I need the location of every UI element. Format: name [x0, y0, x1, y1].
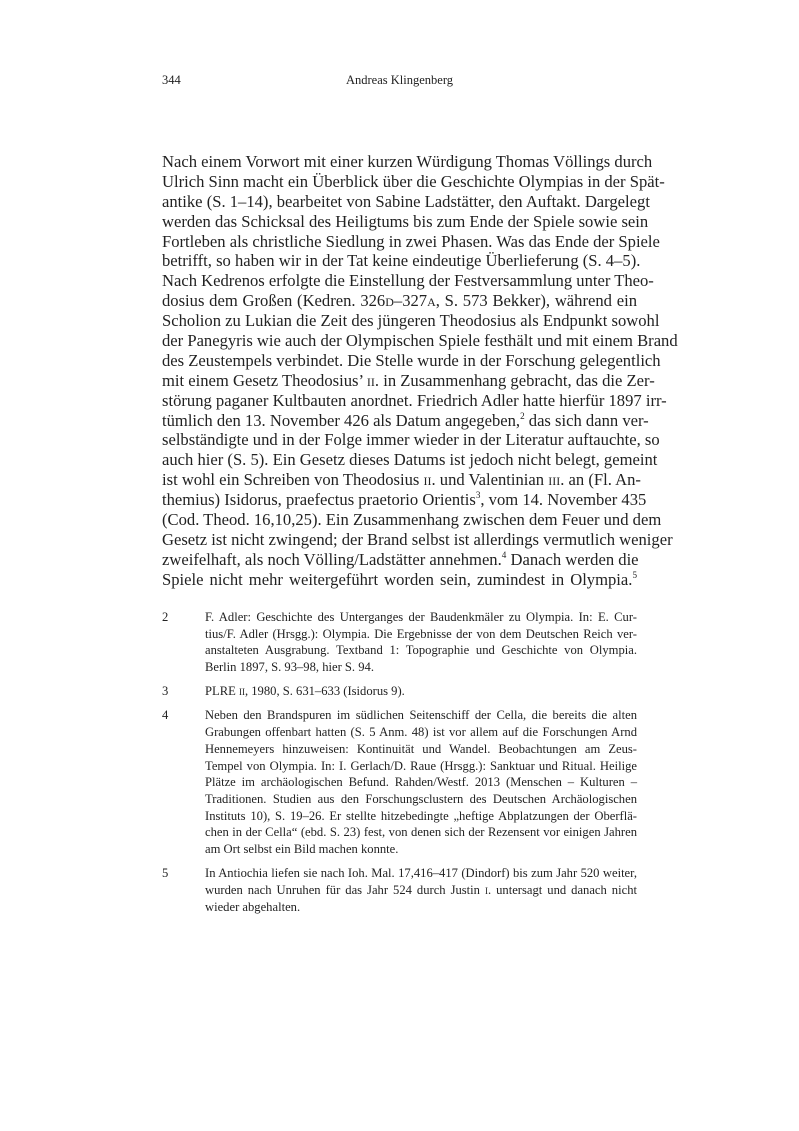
text-line [162, 450, 658, 470]
text-segment: mit einem Gesetz Theodosius’ [162, 370, 367, 390]
text-segment: anstalteten Ausgrabung. Textband 1: Topographie und Geschichte von Olympia. [205, 643, 637, 658]
text-line [205, 626, 637, 643]
text-line [205, 741, 637, 758]
text-segment: Neben den Brandspuren im südlichen Seitenschiff der Cella, die bereits die alten [205, 708, 637, 723]
text-line [162, 550, 637, 570]
text-line [162, 231, 660, 252]
footnotes [162, 609, 637, 923]
text-segment: und Valentinian [435, 470, 549, 490]
body-text [162, 152, 678, 590]
text-segment: wieder abgehalten. [205, 899, 301, 914]
footnote-number: 5 [162, 866, 169, 881]
text-line [162, 271, 654, 291]
text-line [205, 724, 637, 741]
text-line [162, 529, 673, 550]
footnote-reference: 4 [501, 549, 507, 560]
small-caps-text: a [427, 291, 436, 311]
text-segment: zweifelhaft, als noch Völling/Ladstätter annehmen. [162, 549, 502, 569]
small-caps-text: d [385, 291, 394, 311]
text-segment: der Panegyris wie auch der Olympischen Spiele festhält und mit einem Brand [162, 331, 678, 351]
footnote-number: 3 [162, 684, 169, 699]
footnote [162, 683, 637, 700]
text-segment: in Zusammenhang gebracht, das die Zer- [379, 370, 655, 390]
text-segment: tümlich den 13. November 426 als Datum angegeben, [162, 410, 521, 430]
text-segment: Plätze im archäologischen Befund. Rahden/Westf. 2013 (Menschen – Kulturen – [205, 775, 637, 790]
text-segment: Ulrich Sinn macht ein Überblick über die Geschichte Olympias in der Spät- [162, 171, 665, 191]
text-line [162, 331, 678, 351]
footnote [162, 609, 637, 676]
text-line [162, 370, 655, 391]
text-line [162, 350, 661, 371]
text-segment: auch hier (S. 5). Ein Gesetz dieses Datums ist jedoch nicht belegt, gemeint [162, 450, 658, 470]
text-segment: In Antiochia liefen sie nach Ioh. Mal. 17,416–417 (Dindorf) bis zum Jahr 520 weiter, [205, 866, 637, 881]
footnote-number: 2 [162, 610, 169, 624]
text-line [162, 171, 665, 192]
text-line [205, 707, 637, 724]
text-segment: Fortleben als christliche Siedlung in zwei Phasen. Was das Ende der Spiele [162, 231, 660, 251]
running-head: Andreas Klingenberg [345, 73, 454, 87]
small-caps-text: ii [238, 684, 245, 699]
text-line [205, 758, 637, 775]
text-segment: , 1980, S. 631–633 (Isidorus 9). [244, 684, 405, 699]
text-line [162, 311, 660, 331]
text-segment: selbständigte und in der Folge immer wieder in der Literatur auftauchte, so [162, 430, 660, 450]
text-segment: chen in der Cella“ (ebd. S. 23) fest, von denen sich der Rezensent vor einigen Jahren [205, 825, 637, 840]
footnote-reference: 2 [520, 410, 525, 421]
text-segment: Tempel von Olympia. In: I. Gerlach/D. Raue (Hrsgg.): Sanktuar und Ritual. Heilige [205, 758, 637, 773]
small-caps-text: i. [484, 882, 492, 897]
footnote-number: 4 [162, 708, 169, 723]
text-segment: ist wohl ein Schreiben von Theodosius [162, 470, 424, 490]
text-line [205, 642, 637, 659]
small-caps-text: ii. [423, 470, 436, 490]
text-segment: störung paganer Kultbauten anordnet. Friedrich Adler hatte hierfür 1897 irr- [162, 390, 667, 410]
text-segment: wurden nach Unruhen für das Jahr 524 durch Justin [205, 882, 485, 897]
text-line [162, 410, 649, 431]
small-caps-text: iii. [548, 470, 565, 490]
text-segment: Grabungen offenbart hatten (S. 5 Anm. 48) ist vor allem auf die Forschungen Arnd [205, 725, 637, 740]
text-segment: Scholion zu Lukian die Zeit des jüngeren Theodosius als Endpunkt sowohl [162, 311, 660, 331]
footnote [162, 707, 637, 857]
text-line [205, 808, 637, 825]
page-number: 344 [162, 73, 181, 87]
text-segment: , S. 573 Bekker), während ein [435, 291, 637, 311]
text-segment: das sich dann ver- [524, 410, 649, 430]
text-line [162, 251, 641, 271]
text-segment: Traditionen. Studien aus den Forschungsclustern des Deutschen Archäologischen [205, 791, 637, 806]
text-line [162, 570, 637, 590]
text-segment: betrifft, so haben wir in der Tat keine eindeutige Überlieferung (S. 4–5). [162, 251, 641, 271]
text-line [162, 191, 650, 212]
text-line [162, 291, 637, 311]
text-line [205, 882, 637, 899]
text-segment: F. Adler: Geschichte des Unterganges der Baudenkmäler zu Olympia. In: E. Cur- [205, 610, 637, 624]
text-line [205, 774, 637, 791]
text-segment: Spiele nicht mehr weitergeführt worden sein, zumindest in Olympia. [162, 569, 633, 589]
text-segment: tius/F. Adler (Hrsgg.): Olympia. Die Ergebnisse der von dem Deutschen Reich ver- [205, 626, 637, 641]
text-line [205, 791, 637, 808]
text-line [205, 865, 637, 882]
text-line [162, 390, 667, 411]
text-segment: Nach einem Vorwort mit einer kurzen Würdigung Thomas Völlings durch [162, 152, 653, 171]
text-segment: (Cod. Theod. 16,10,25). Ein Zusammenhang zwischen dem Feuer und dem [162, 510, 662, 530]
text-segment: Hennemeyers hinzuweisen: Kontinuität und Wandel. Beobachtungen am Zeus- [205, 741, 637, 756]
text-line [162, 152, 653, 172]
text-segment: , vom 14. November 435 [480, 490, 647, 510]
text-segment: werden das Schicksal des Heiligtums bis zum Ende der Spiele sowie sein [162, 211, 649, 231]
text-line [205, 683, 637, 700]
text-segment: untersagt und danach nicht [491, 882, 637, 897]
text-segment: Gesetz ist nicht zwingend; der Brand selbst ist allerdings vermutlich weniger [162, 529, 673, 549]
text-line [205, 841, 637, 858]
text-segment: –327 [393, 291, 428, 311]
text-line [162, 470, 641, 490]
text-segment: dosius dem Großen (Kedren. 326 [162, 291, 386, 311]
text-segment: antike (S. 1–14), bearbeitet von Sabine Ladstätter, den Auftakt. Dargelegt [162, 191, 650, 211]
text-segment: des Zeustempels verbindet. Die Stelle wurde in der Forschung gelegentlich [162, 350, 661, 370]
footnote [162, 865, 637, 915]
text-segment: Nach Kedrenos erfolgte die Einstellung der Festversammlung unter Theo- [162, 271, 654, 291]
text-line [205, 609, 637, 626]
text-line [205, 899, 637, 916]
footnote-reference: 3 [475, 490, 481, 501]
text-segment: PLRE [205, 684, 239, 699]
text-line [162, 430, 660, 450]
text-segment: am Ort selbst ein Bild machen konnte. [205, 841, 399, 856]
text-segment: an (Fl. An- [564, 470, 641, 490]
footnote-reference: 5 [632, 569, 637, 580]
text-segment: Berlin 1897, S. 93–98, hier S. 94. [205, 660, 374, 675]
text-line [162, 510, 662, 530]
small-caps-text: ii. [366, 370, 380, 390]
text-line [162, 490, 647, 510]
text-segment: themius) Isidorus, praefectus praetorio Orientis [162, 490, 476, 510]
text-line [205, 659, 637, 676]
text-line [205, 824, 637, 841]
text-segment: Instituts 10), S. 19–26. Er stellte hitzebedingte „heftige Abplatzungen der Oberflä- [205, 808, 637, 823]
text-segment: Danach werden die [506, 549, 639, 569]
text-line [162, 211, 649, 232]
